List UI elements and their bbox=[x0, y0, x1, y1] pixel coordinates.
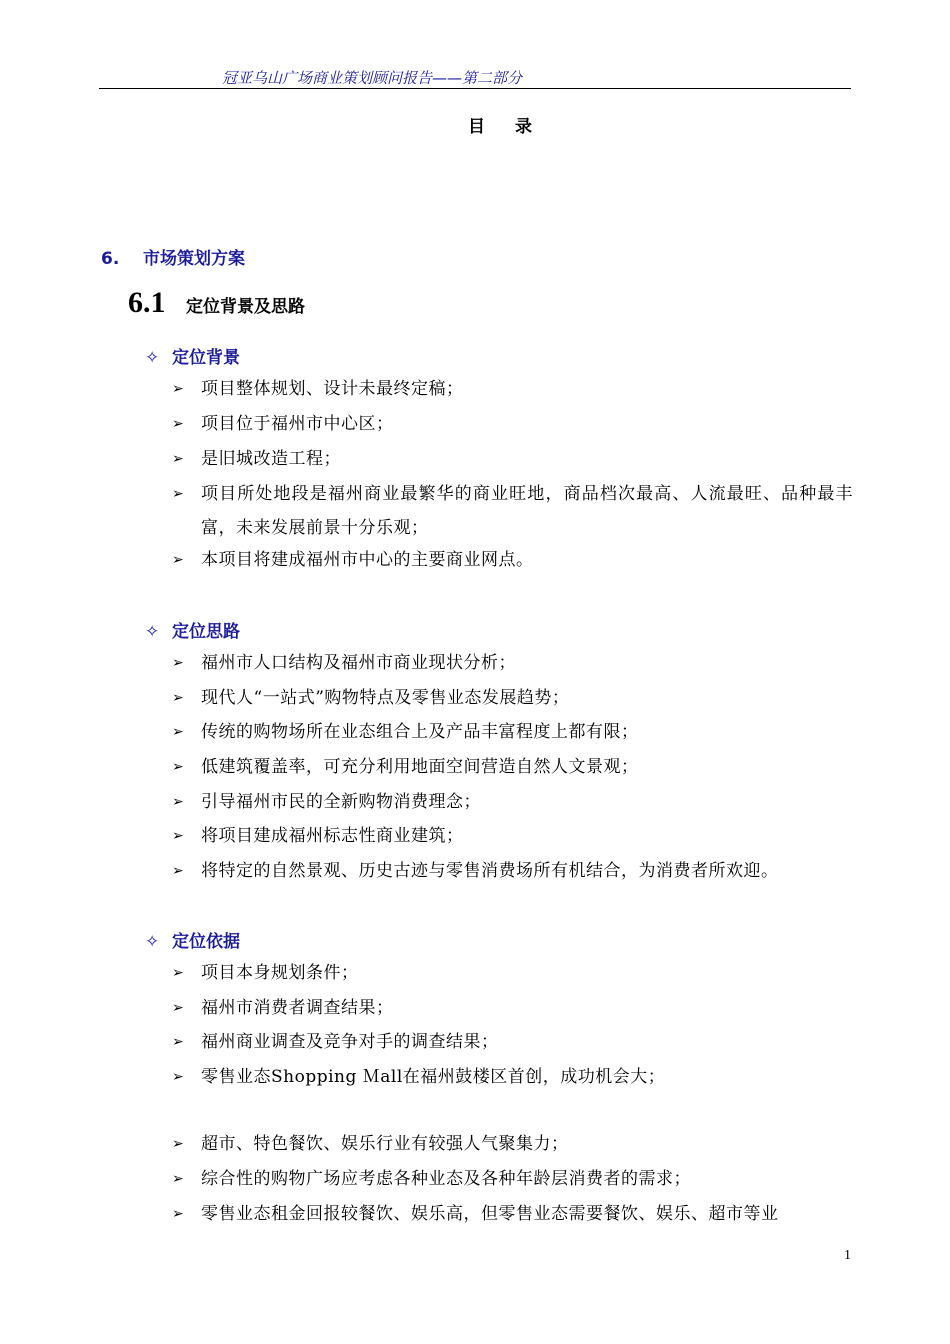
arrow-right-icon: ➢ bbox=[172, 1069, 184, 1085]
section-title: 定位背景及思路 bbox=[186, 297, 305, 317]
chapter-title: 市场策划方案 bbox=[143, 249, 245, 269]
list-item-text: 传统的购物场所在业态组合上及产品丰富程度上都有限； bbox=[201, 722, 639, 742]
list-item-text: 零售业态Shopping Ｍall在福州鼓楼区首创，成功机会大； bbox=[201, 1067, 666, 1087]
arrow-right-icon: ➢ bbox=[172, 1034, 184, 1050]
arrow-right-icon: ➢ bbox=[172, 828, 184, 844]
subheading-label: 定位依据 bbox=[172, 932, 240, 952]
chapter-number: 6. bbox=[101, 249, 120, 269]
subheading-positioning-basis bbox=[145, 927, 240, 952]
list-item-text: 本项目将建成福州市中心的主要商业网点。 bbox=[201, 550, 534, 570]
list-item-text: 引导福州市民的全新购物消费理念； bbox=[201, 792, 481, 812]
list-item-text: 福州商业调查及竞争对手的调查结果； bbox=[201, 1032, 499, 1052]
arrow-right-icon: ➢ bbox=[172, 794, 184, 810]
diamond-star-icon: ✧ bbox=[145, 348, 160, 368]
subheading-label: 定位背景 bbox=[172, 348, 240, 368]
list-item-text: 综合性的购物广场应考虑各种业态及各种年龄层消费者的需求； bbox=[201, 1169, 691, 1189]
toc-title bbox=[468, 112, 532, 137]
arrow-right-icon: ➢ bbox=[172, 690, 184, 706]
subheading-positioning-background bbox=[145, 343, 240, 368]
page-number: 1 bbox=[844, 1248, 851, 1263]
subheading-label: 定位思路 bbox=[172, 622, 240, 642]
arrow-right-icon: ➢ bbox=[172, 451, 184, 467]
chapter-heading bbox=[101, 244, 245, 269]
arrow-right-icon: ➢ bbox=[172, 486, 184, 502]
arrow-right-icon: ➢ bbox=[172, 863, 184, 879]
arrow-right-icon: ➢ bbox=[172, 552, 184, 568]
list-item-text: 福州市消费者调查结果； bbox=[201, 998, 394, 1018]
arrow-right-icon: ➢ bbox=[172, 416, 184, 432]
list-item-text: 零售业态租金回报较餐饮、娱乐高，但零售业态需要餐饮、娱乐、超市等业 bbox=[201, 1204, 779, 1224]
arrow-right-icon: ➢ bbox=[172, 1000, 184, 1016]
arrow-right-icon: ➢ bbox=[172, 1206, 184, 1222]
toc-title-part-a: 目 bbox=[468, 117, 485, 137]
list-item-text: 福州市人口结构及福州市商业现状分析； bbox=[201, 653, 516, 673]
list-item-text: 将特定的自然景观、历史古迹与零售消费场所有机结合，为消费者所欢迎。 bbox=[201, 861, 779, 881]
toc-title-part-b: 录 bbox=[515, 117, 532, 137]
list-item-text: 超市、特色餐饮、娱乐行业有较强人气聚集力； bbox=[201, 1134, 569, 1154]
list-item-text: 项目位于福州市中心区； bbox=[201, 414, 394, 434]
section-heading bbox=[128, 286, 305, 320]
list-item-text: 是旧城改造工程； bbox=[201, 449, 341, 469]
arrow-right-icon: ➢ bbox=[172, 759, 184, 775]
arrow-right-icon: ➢ bbox=[172, 655, 184, 671]
diamond-star-icon: ✧ bbox=[145, 932, 160, 952]
list-item-text: 低建筑覆盖率，可充分利用地面空间营造自然人文景观； bbox=[201, 757, 639, 777]
arrow-right-icon: ➢ bbox=[172, 965, 184, 981]
list-item-text: 项目本身规划条件； bbox=[201, 963, 359, 983]
list-item-text: 项目所处地段是福州商业最繁华的商业旺地，商品档次最高、人流最旺、品种最丰富，未来发展前景十分乐观； bbox=[201, 484, 853, 538]
report-header-title: 冠亚乌山广场商业策划顾问报告——第二部分 bbox=[222, 69, 523, 87]
arrow-right-icon: ➢ bbox=[172, 724, 184, 740]
arrow-right-icon: ➢ bbox=[172, 1171, 184, 1187]
arrow-right-icon: ➢ bbox=[172, 1136, 184, 1152]
subheading-positioning-approach bbox=[145, 617, 240, 642]
arrow-right-icon: ➢ bbox=[172, 381, 184, 397]
section-number: 6.1 bbox=[128, 286, 166, 319]
header-divider bbox=[99, 88, 851, 89]
list-item-text: 项目整体规划、设计未最终定稿； bbox=[201, 379, 464, 399]
list-item-text: 现代人“一站式”购物特点及零售业态发展趋势； bbox=[201, 688, 570, 708]
diamond-star-icon: ✧ bbox=[145, 622, 160, 642]
list-item-text: 将项目建成福州标志性商业建筑； bbox=[201, 826, 464, 846]
